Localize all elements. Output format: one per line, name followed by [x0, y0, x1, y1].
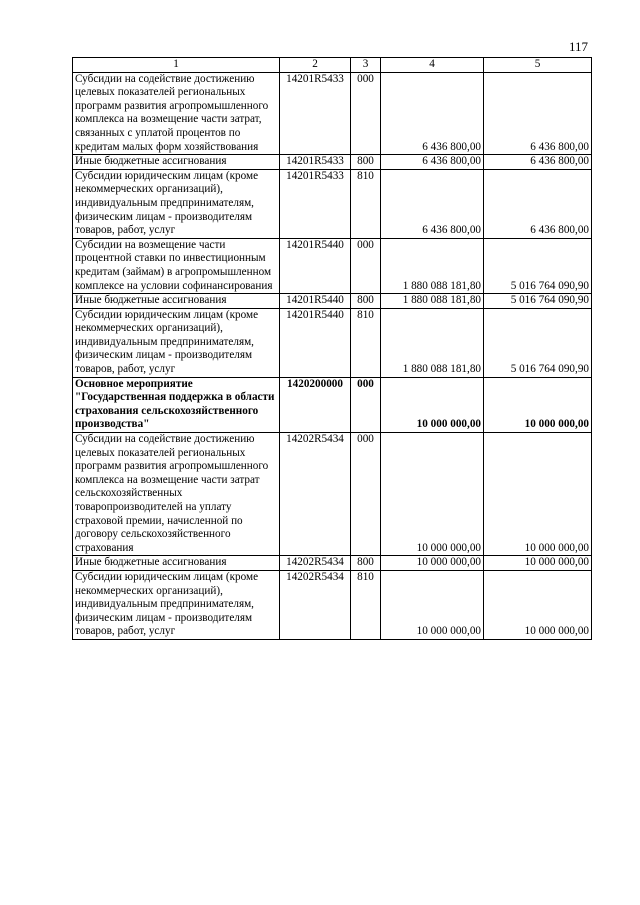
- row-name-cell: Основное мероприятие "Государственная поддержка в области страхования сельскохозяйственного производства": [73, 377, 280, 432]
- header-col-5: 5: [484, 58, 592, 73]
- row-name-cell: Субсидии юридическим лицам (кроме некоммерческих организаций), индивидуальным предпринимателям, физическим лицам - производителям товаров, работ, услуг: [73, 570, 280, 639]
- row-expense-type-cell: 800: [351, 294, 381, 309]
- row-name-cell: Субсидии юридическим лицам (кроме некоммерческих организаций), индивидуальным предпринимателям, физическим лицам - производителям товаров, работ, услуг: [73, 169, 280, 238]
- table-row: [73, 155, 592, 170]
- row-amount-1-cell: 10 000 000,00: [381, 433, 484, 556]
- table-row: [73, 72, 592, 155]
- row-amount-1-cell: 6 436 800,00: [381, 169, 484, 238]
- row-amount-1-cell: 6 436 800,00: [381, 155, 484, 170]
- row-name-cell: Иные бюджетные ассигнования: [73, 155, 280, 170]
- row-amount-2-cell: 5 016 764 090,90: [484, 308, 592, 377]
- row-amount-1-cell: 10 000 000,00: [381, 570, 484, 639]
- budget-table: [72, 57, 592, 640]
- header-col-1: 1: [73, 58, 280, 73]
- table-row: [73, 433, 592, 556]
- row-amount-1-cell: 1 880 088 181,80: [381, 308, 484, 377]
- row-name-cell: Субсидии юридическим лицам (кроме некоммерческих организаций), индивидуальным предпринимателям, физическим лицам - производителям товаров, работ, услуг: [73, 308, 280, 377]
- table-row: [73, 238, 592, 293]
- table-row: [73, 169, 592, 238]
- row-amount-2-cell: 6 436 800,00: [484, 155, 592, 170]
- row-amount-2-cell: 10 000 000,00: [484, 556, 592, 571]
- row-amount-2-cell: 10 000 000,00: [484, 377, 592, 432]
- table-row: [73, 556, 592, 571]
- header-col-2: 2: [280, 58, 351, 73]
- row-name-cell: Иные бюджетные ассигнования: [73, 294, 280, 309]
- table-row: [73, 377, 592, 432]
- row-amount-1-cell: 10 000 000,00: [381, 377, 484, 432]
- row-expense-type-cell: 000: [351, 377, 381, 432]
- row-code-cell: 14202R5434: [280, 570, 351, 639]
- row-amount-2-cell: 5 016 764 090,90: [484, 238, 592, 293]
- row-amount-2-cell: 10 000 000,00: [484, 433, 592, 556]
- row-amount-2-cell: 6 436 800,00: [484, 72, 592, 155]
- table-row: [73, 308, 592, 377]
- row-code-cell: 14201R5440: [280, 238, 351, 293]
- row-amount-1-cell: 1 880 088 181,80: [381, 238, 484, 293]
- row-amount-2-cell: 6 436 800,00: [484, 169, 592, 238]
- row-code-cell: 14201R5440: [280, 294, 351, 309]
- row-name-cell: Субсидии на содействие достижению целевых показателей региональных программ развития агропромышленного комплекса на возмещение части затрат, связанных с уплатой процентов по кредитам малых форм хозяйствования: [73, 72, 280, 155]
- header-col-3: 3: [351, 58, 381, 73]
- table-row: [73, 294, 592, 309]
- row-code-cell: 14201R5433: [280, 155, 351, 170]
- row-expense-type-cell: 800: [351, 556, 381, 571]
- row-expense-type-cell: 810: [351, 570, 381, 639]
- row-expense-type-cell: 800: [351, 155, 381, 170]
- table-row: [73, 570, 592, 639]
- row-amount-1-cell: 6 436 800,00: [381, 72, 484, 155]
- row-name-cell: Иные бюджетные ассигнования: [73, 556, 280, 571]
- row-amount-1-cell: 10 000 000,00: [381, 556, 484, 571]
- row-code-cell: 14201R5433: [280, 169, 351, 238]
- row-name-cell: Субсидии на содействие достижению целевых показателей региональных программ развития агропромышленного комплекса на возмещение части затрат сельскохозяйственных товаропроизводителей на уплату страховой премии, начисленной по договору сельскохозяйственного страхования: [73, 433, 280, 556]
- row-code-cell: 14201R5440: [280, 308, 351, 377]
- page-number: 117: [568, 39, 588, 54]
- row-code-cell: 1420200000: [280, 377, 351, 432]
- row-amount-2-cell: 5 016 764 090,90: [484, 294, 592, 309]
- table-header-row: [73, 58, 592, 73]
- row-name-cell: Субсидии на возмещение части процентной ставки по инвестиционным кредитам (займам) в агропромышленном комплексе на условии софинансирования: [73, 238, 280, 293]
- row-expense-type-cell: 000: [351, 238, 381, 293]
- row-expense-type-cell: 810: [351, 169, 381, 238]
- row-amount-2-cell: 10 000 000,00: [484, 570, 592, 639]
- header-col-4: 4: [381, 58, 484, 73]
- row-expense-type-cell: 810: [351, 308, 381, 377]
- row-code-cell: 14202R5434: [280, 433, 351, 556]
- row-expense-type-cell: 000: [351, 72, 381, 155]
- row-expense-type-cell: 000: [351, 433, 381, 556]
- row-amount-1-cell: 1 880 088 181,80: [381, 294, 484, 309]
- row-code-cell: 14202R5434: [280, 556, 351, 571]
- row-code-cell: 14201R5433: [280, 72, 351, 155]
